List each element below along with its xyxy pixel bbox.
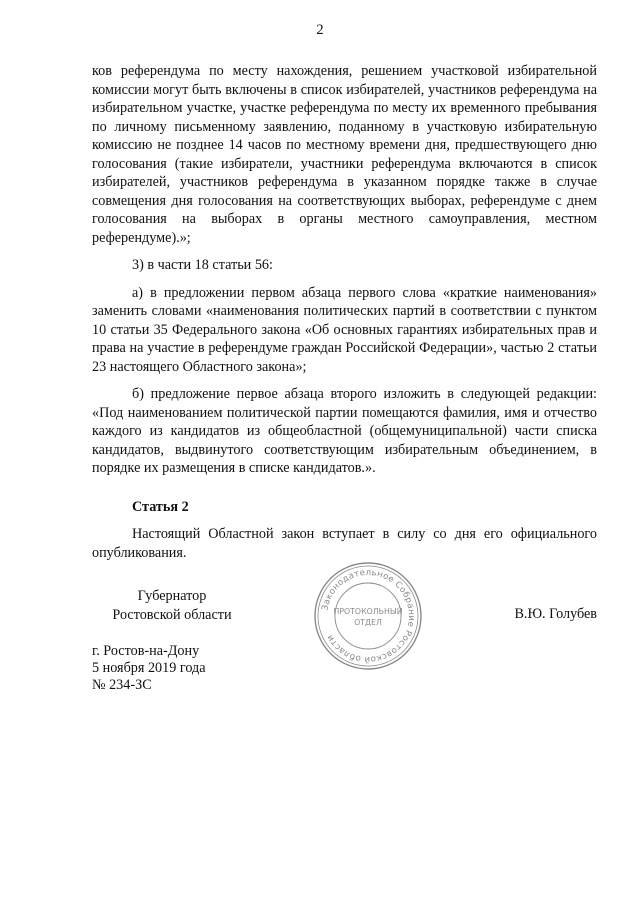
paragraph-subitem-b: б) предложение первое абзаца второго изложить в следующей редакции: «Под наименованием политической партии помещаются фамилия, имя и отчество каждого из кандидатов из общеобластной (общемуниципальной) части списка кандидатов, выдвинутого соответствующим избирательным объединением, в порядке их размещения в списке кандидатов.». [92, 386, 597, 476]
law-number: № 234-ЗС [92, 677, 152, 693]
official-stamp [312, 560, 424, 672]
paragraph-item-3: 3) в части 18 статьи 56: [132, 257, 273, 273]
paragraph-continuation: ков референдума по месту нахождения, решением участковой избирательной комиссии могут быть включены в список избирателей, участников референдума на избирательном участке, участке референдума по месту их временного пребывания по личному письменному заявлению, поданному в участковую избирательную комиссию не позднее 14 часов по местному времени дня, предшествующего дню голосования (такие избиратели, участники референдума включаются в список избирателей, участников референдума в указанном порядке также в случае совмещения дня голосования на соответствующих выборах, референдуме с днем голосования на выборах в органы местного самоуправления, местном референдуме).»; [92, 63, 597, 246]
paragraph-subitem-a: а) в предложении первом абзаца первого слова «краткие наименования» заменить словами «наименования политических партий в соответствии с пунктом 10 статьи 35 Федерального закона «Об основных гарантиях избирательных прав и права на участие в референдуме граждан Российской Федерации», частью 2 статьи 23 настоящего Областного закона»; [92, 284, 597, 375]
stamp-center-line2: ОТДЕЛ [354, 618, 382, 627]
signatory-name: В.Ю. Голубев [514, 606, 597, 622]
place-date-block [92, 643, 206, 694]
page-number: 2 [316, 22, 324, 38]
stamp-center-line1: ПРОТОКОЛЬНЫЙ [333, 607, 403, 616]
signatory-title [92, 587, 252, 624]
article-heading: Статья 2 [132, 498, 189, 515]
document-body [92, 62, 597, 562]
date: 5 ноября 2019 года [92, 660, 206, 676]
signatory-title-line1: Губернатор [137, 588, 207, 604]
city: г. Ростов-на-Дону [92, 643, 200, 659]
paragraph-article-2: Настоящий Областной закон вступает в силу со дня его официального опубликования. [92, 526, 597, 561]
signatory-title-line2: Ростовской области [112, 606, 232, 623]
stamp-ring-text: Законодательное Собрание Ростовской области [320, 567, 417, 665]
